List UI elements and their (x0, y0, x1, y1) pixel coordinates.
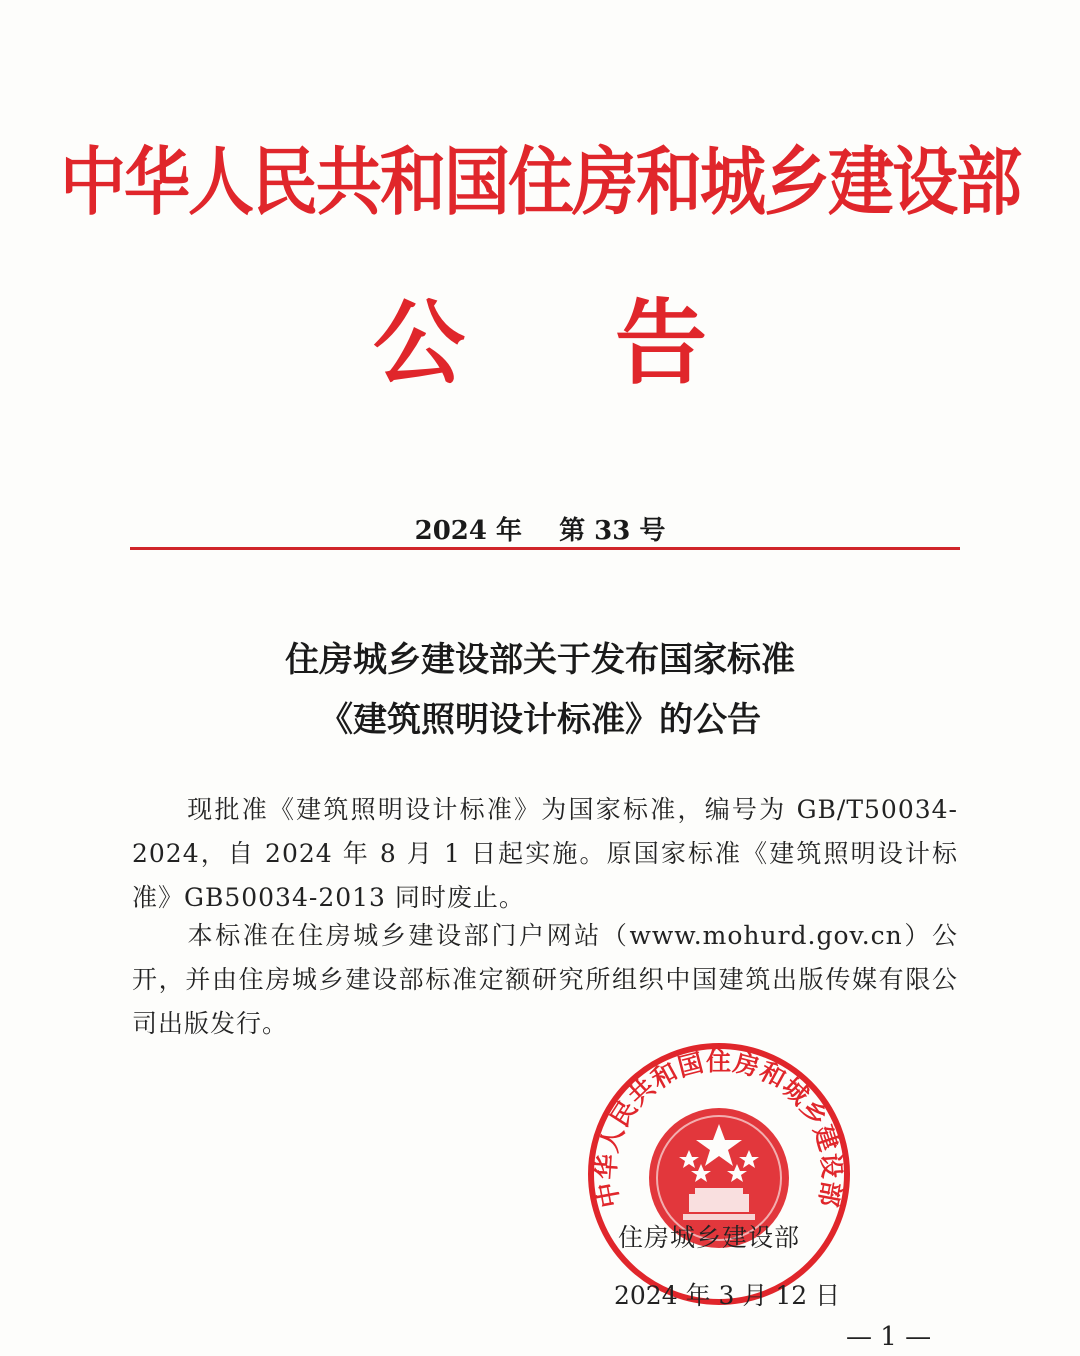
body-paragraph-1 (132, 788, 958, 920)
signer-name: 住房城乡建设部 (618, 1223, 801, 1252)
document-type: 公告 (372, 290, 857, 397)
emblem-gate-icon (689, 1194, 749, 1212)
body-paragraph-2 (132, 914, 958, 1046)
official-seal (583, 1038, 855, 1310)
issuer-heading: 中华人民共和国住房和城乡建设部 (60, 139, 1020, 226)
notice-title-line-2: 《建筑照明设计标准》的公告 (319, 700, 761, 740)
red-divider (130, 547, 960, 550)
seal-text: 中华人民共和国住房和城乡建设部 (591, 1046, 847, 1210)
document-number (0, 510, 1080, 547)
body-paragraph-2-text: 本标准在住房城乡建设部门户网站（www.mohurd.gov.cn）公开，并由住房城乡建设部标准定额研究所组织中国建筑出版传媒有限公司出版发行。 (132, 921, 958, 1038)
page-number: — 1 — (846, 1322, 932, 1352)
document-year: 2024 年 (414, 516, 523, 546)
signing-date: 2024 年 3 月 12 日 (614, 1281, 841, 1310)
body-paragraph-1-text: 现批准《建筑照明设计标准》为国家标准，编号为 GB/T50034-2024，自 2024 年 8 月 1 日起实施。原国家标准《建筑照明设计标准》GB50034-2013 同时废止。 (132, 795, 958, 912)
notice-title-line-1: 住房城乡建设部关于发布国家标准 (285, 640, 795, 680)
document-serial: 第 33 号 (559, 516, 666, 546)
